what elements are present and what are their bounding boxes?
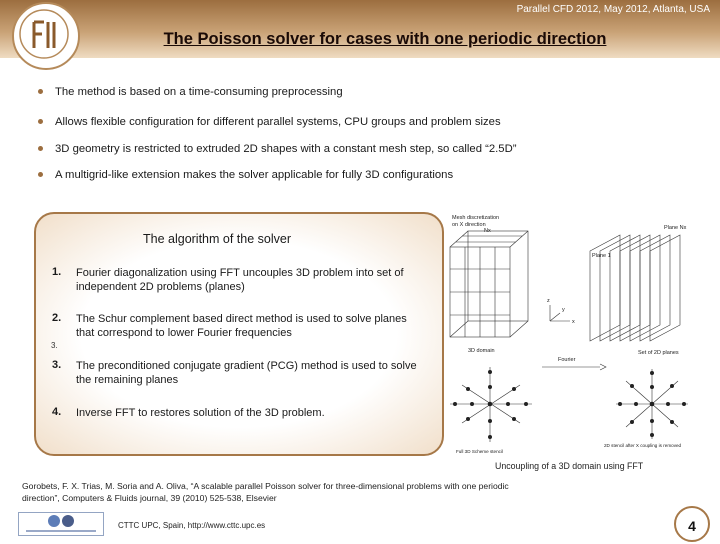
mesh-label: Mesh discretization — [452, 215, 500, 221]
conference-label: Parallel CFD 2012, May 2012, Atlanta, USA — [516, 4, 710, 15]
axis-z-label: z — [547, 298, 550, 304]
stencil2d-label: 2D stencil after X coupling is removed — [604, 443, 682, 448]
footer-text: CTTC UPC, Spain, http://www.cttc.upc.es — [118, 521, 266, 530]
fourier-label: Fourier — [558, 357, 576, 363]
axis-x-label: x — [572, 319, 575, 325]
stencil3d-label: Full 3D Scheme stencil — [456, 449, 503, 454]
fft-uncoupling-figure — [420, 207, 720, 469]
step-number: 2. — [52, 312, 62, 324]
stray-number: 3. — [51, 341, 58, 350]
axis-y-label: y — [562, 307, 565, 313]
step-text: Inverse FFT to restores solution of the 3D problem. — [76, 407, 325, 419]
figure-caption: Uncoupling of a 3D domain using FFT — [495, 461, 644, 471]
plane1-label: Plane 1 — [592, 253, 611, 259]
set-label: Set of 2D planes — [638, 350, 679, 356]
page-number: 4 — [674, 506, 710, 542]
direction-label: on X direction — [452, 222, 486, 228]
reference-text: Gorobets, F. X. Trias, M. Soria and A. Oliva, “A scalable parallel Poisson solver for three-dimensional problems with one periodic direction”, Computers & Fluids journal, 39 (2010) 525-538, Elsevier — [22, 481, 509, 503]
bullet-icon — [38, 146, 43, 151]
nx-label: Nx — [484, 228, 491, 234]
domain-label: 3D domain — [468, 348, 495, 354]
bullet-icon — [38, 89, 43, 94]
bullet-icon — [38, 119, 43, 124]
diagram-svg — [420, 207, 720, 469]
step-text: The preconditioned conjugate gradient (PCG) method is used to solve the remaining planes — [76, 360, 417, 386]
step-text: The Schur complement based direct method is used to solve planes that correspond to lower Fourier frequencies — [76, 313, 407, 339]
algorithm-title: The algorithm of the solver — [143, 232, 291, 246]
slide-title: The Poisson solver for cases with one periodic direction — [163, 30, 607, 48]
cttc-logo-icon — [18, 512, 104, 536]
bullet-icon — [38, 172, 43, 177]
plane-nx-label: Plane Nx — [664, 225, 687, 231]
step-number: 4. — [52, 406, 62, 418]
step-number: 1. — [52, 266, 62, 278]
step-number: 3. — [52, 359, 62, 371]
step-text: Fourier diagonalization using FFT uncouples 3D problem into set of independent 2D problems (planes) — [76, 267, 404, 293]
